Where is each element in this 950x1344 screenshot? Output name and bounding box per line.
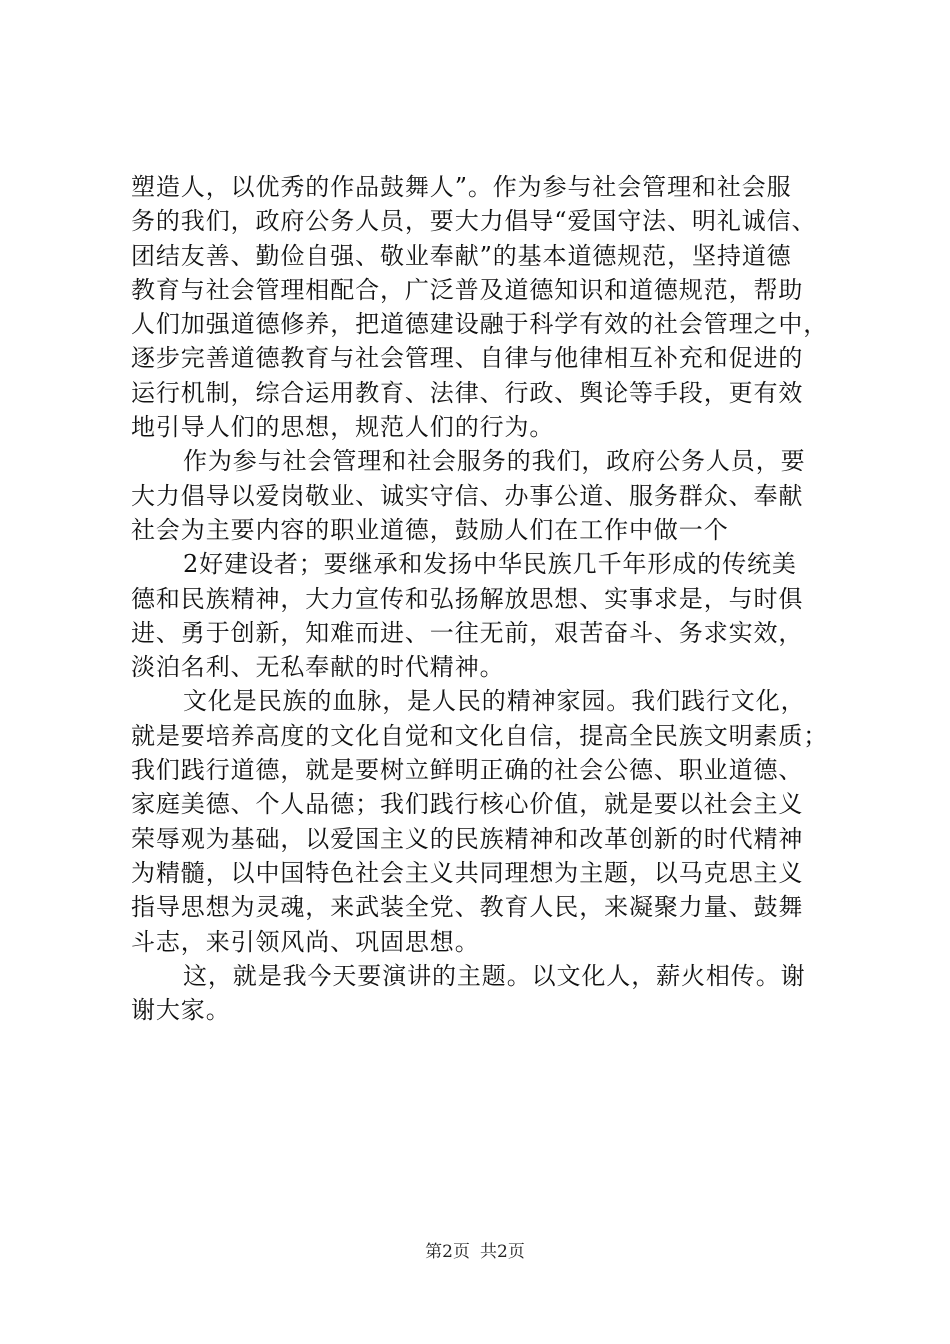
text-line: 德和民族精神，大力宣传和弘扬解放思想、实事求是，与时俱	[131, 584, 804, 613]
text-line: 团结友善、勤俭自强、敬业奉献”的基本道德规范，坚持道德	[131, 241, 792, 270]
text-line: 大力倡导以爱岗敬业、诚实守信、办事公道、服务群众、奉献	[131, 481, 804, 510]
page-footer	[0, 1242, 950, 1262]
text-line: 地引导人们的思想，规范人们的行为。	[131, 413, 555, 442]
text-line: 谢大家。	[131, 996, 231, 1025]
text-line: 务的我们，政府公务人员，要大力倡导“爱国守法、明礼诚信、	[131, 207, 817, 236]
text-line: 淡泊名利、无私奉献的时代精神。	[131, 653, 505, 682]
text-line: 家庭美德、个人品德；我们践行核心价值，就是要以社会主义	[131, 790, 804, 819]
page-number-total: 共2页	[480, 1242, 525, 1262]
page-number-current: 第2页	[425, 1242, 470, 1262]
text-line: 就是要培养高度的文化自觉和文化自信，提高全民族文明素质；	[131, 721, 829, 750]
text-line: 2好建设者；要继承和发扬中华民族几千年形成的传统美	[183, 550, 797, 579]
text-line: 这，就是我今天要演讲的主题。以文化人，薪火相传。谢	[183, 961, 806, 990]
text-line: 斗志，来引领风尚、巩固思想。	[131, 927, 480, 956]
document-body	[131, 170, 831, 1027]
text-line: 指导思想为灵魂，来武装全党、教育人民，来凝聚力量、鼓舞	[131, 893, 804, 922]
text-line: 荣辱观为基础，以爱国主义的民族精神和改革创新的时代精神	[131, 824, 804, 853]
text-line: 教育与社会管理相配合，广泛普及道德知识和道德规范，帮助	[131, 275, 804, 304]
text-line: 进、勇于创新，知难而进、一往无前，艰苦奋斗、务求实效，	[131, 618, 804, 647]
text-line: 作为参与社会管理和社会服务的我们，政府公务人员，要	[183, 447, 806, 476]
text-line: 人们加强道德修养，把道德建设融于科学有效的社会管理之中，	[131, 310, 829, 339]
text-line: 运行机制，综合运用教育、法律、行政、舆论等手段，更有效	[131, 378, 804, 407]
text-line: 塑造人，以优秀的作品鼓舞人”。作为参与社会管理和社会服	[131, 173, 792, 201]
text-line: 逐步完善道德教育与社会管理、自律与他律相互补充和促进的	[131, 344, 804, 373]
text-line: 为精髓，以中国特色社会主义共同理想为主题，以马克思主义	[131, 858, 804, 887]
text-line: 社会为主要内容的职业道德，鼓励人们在工作中做一个	[131, 515, 729, 544]
text-line: 我们践行道德，就是要树立鲜明正确的社会公德、职业道德、	[131, 756, 804, 785]
text-line: 文化是民族的血脉，是人民的精神家园。我们践行文化，	[183, 687, 806, 716]
